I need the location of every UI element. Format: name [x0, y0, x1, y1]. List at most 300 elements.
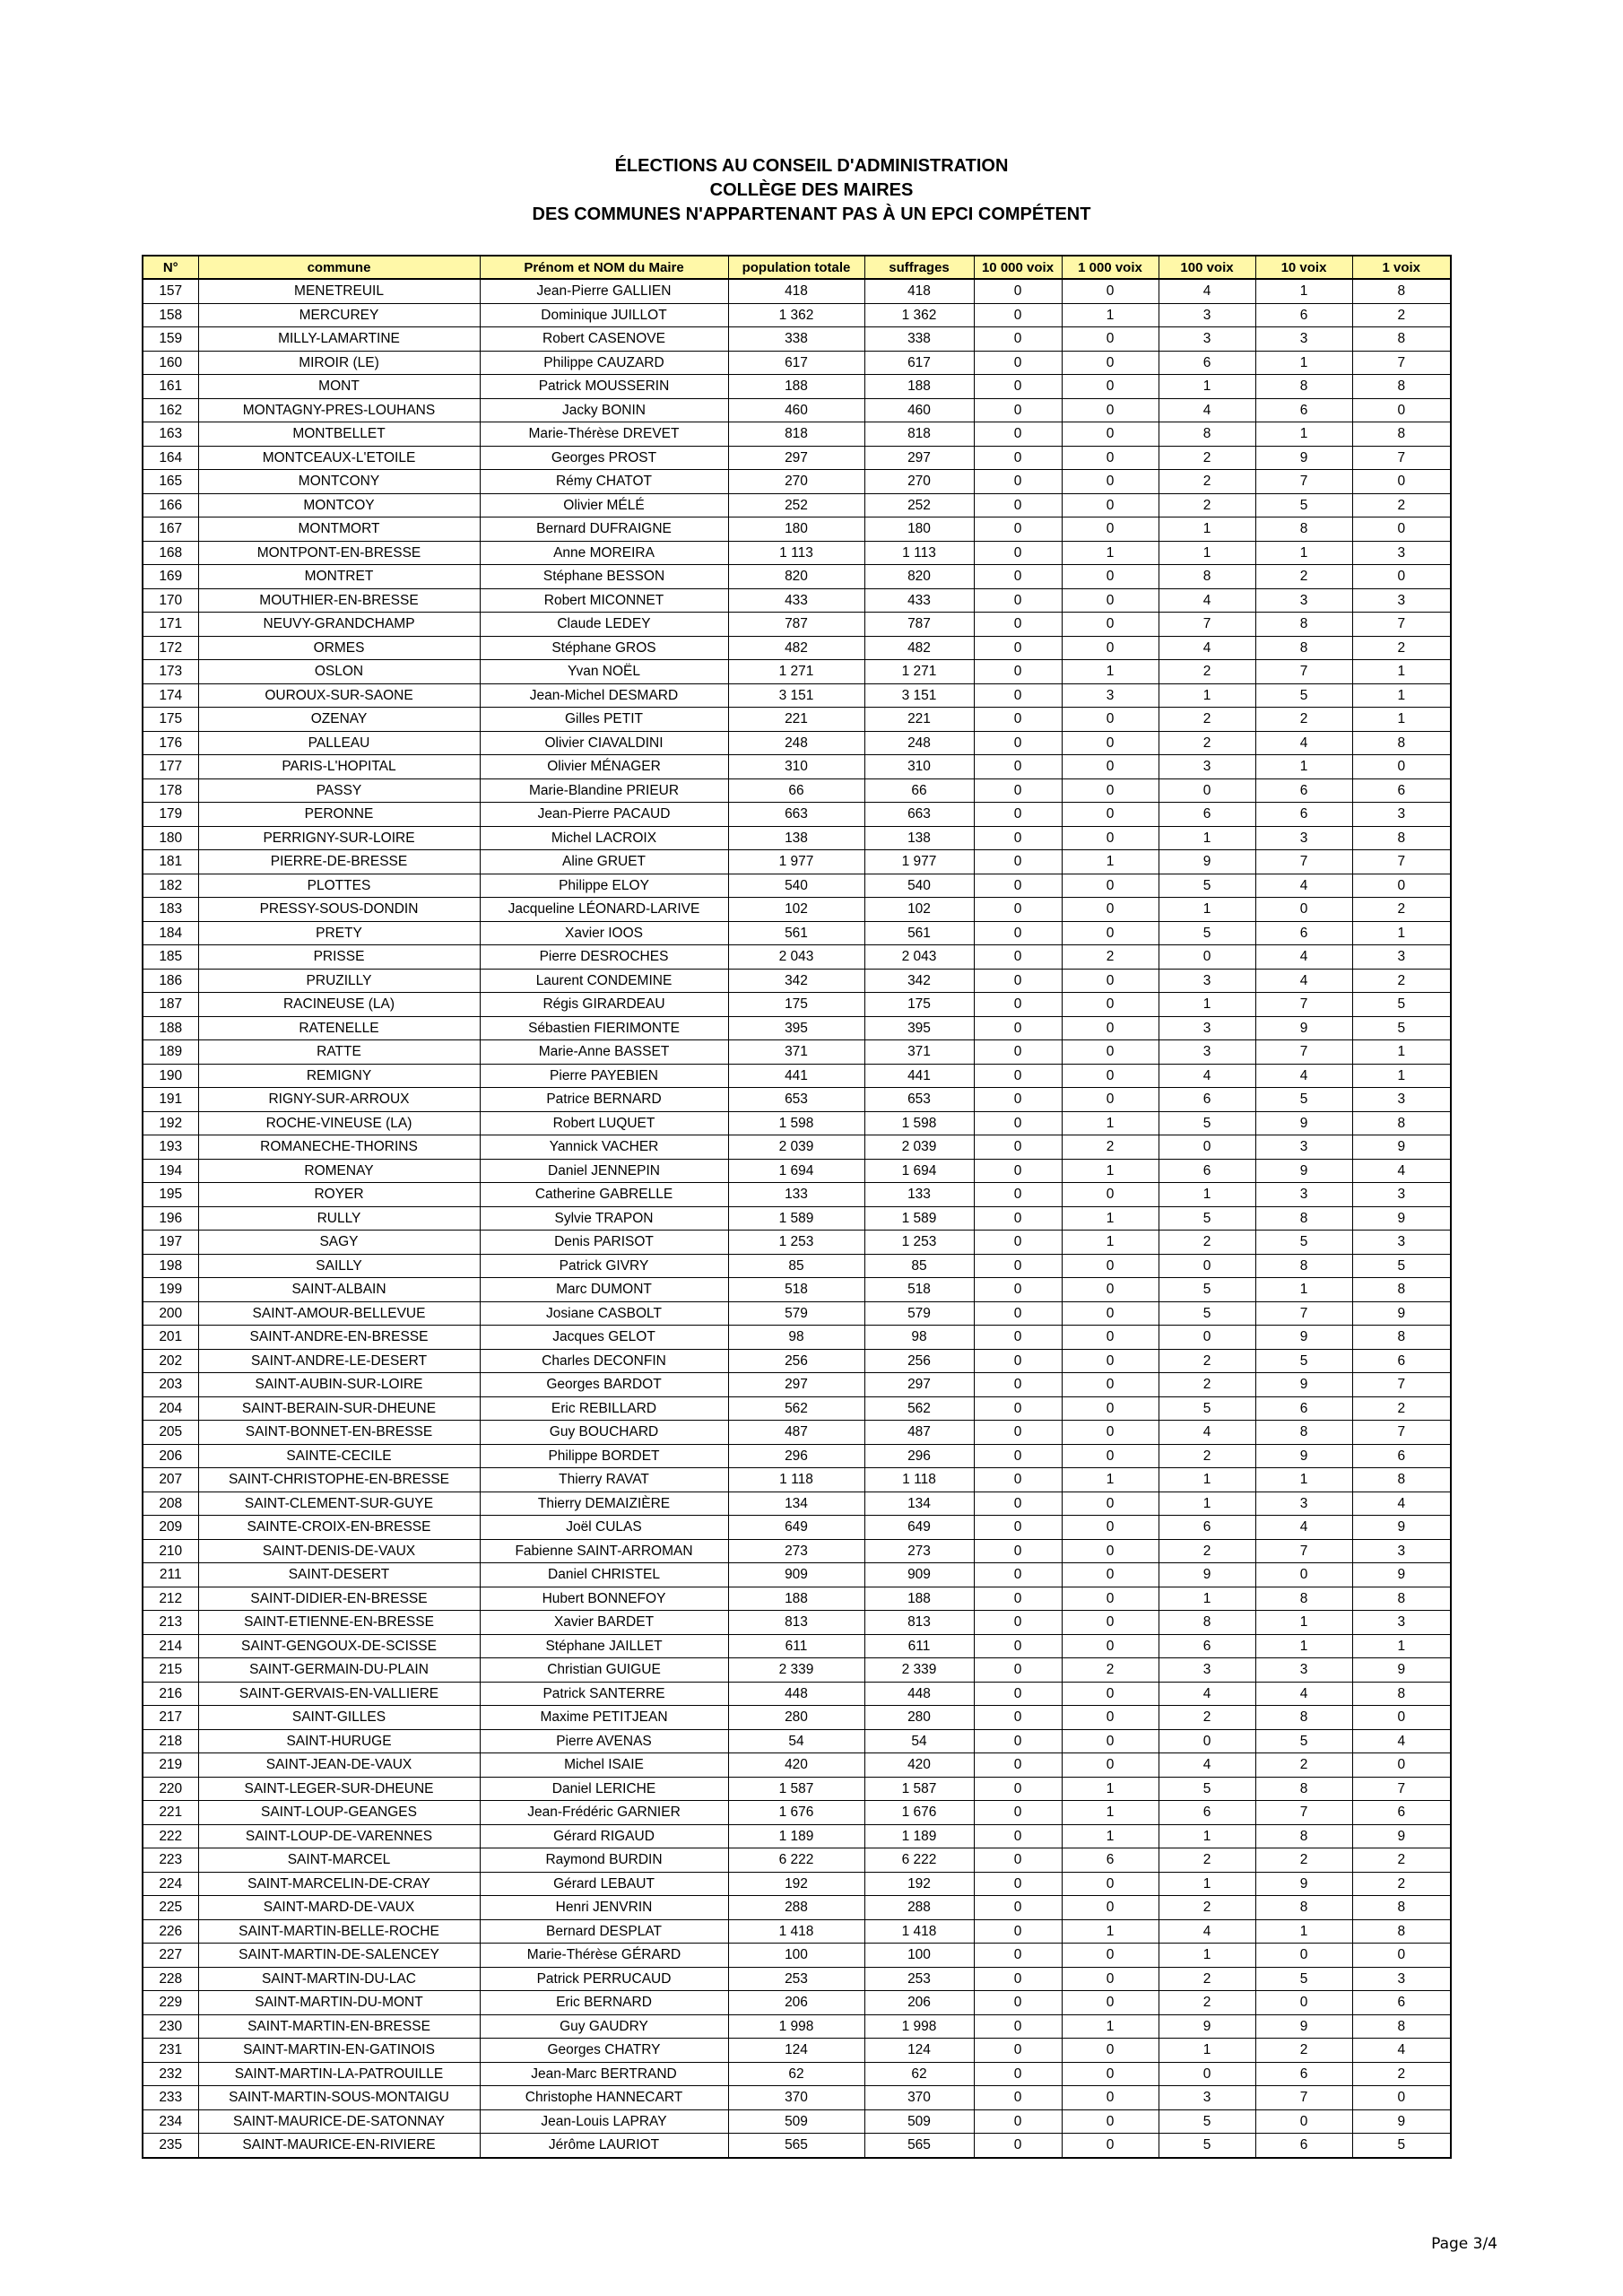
cell-suffrages: 66	[864, 778, 974, 803]
table-row	[143, 279, 1451, 303]
cell-1-voix: 8	[1352, 1278, 1451, 1302]
cell-number: 168	[143, 541, 198, 565]
cell-1000-voix: 0	[1062, 1040, 1159, 1065]
cell-1000-voix: 1	[1062, 1824, 1159, 1848]
cell-1-voix: 8	[1352, 1111, 1451, 1135]
cell-100-voix: 5	[1159, 1301, 1255, 1326]
cell-100-voix: 5	[1159, 1278, 1255, 1302]
cell-mayor: Patrice BERNARD	[480, 1088, 728, 1112]
cell-population: 1 676	[728, 1801, 864, 1825]
cell-1-voix: 8	[1352, 1326, 1451, 1350]
cell-1-voix: 2	[1352, 969, 1451, 993]
cell-1000-voix: 0	[1062, 588, 1159, 613]
cell-1000-voix: 0	[1062, 1729, 1159, 1753]
table-row	[143, 422, 1451, 447]
table-row	[143, 588, 1451, 613]
cell-mayor: Jean-Pierre PACAUD	[480, 803, 728, 827]
cell-10000-voix: 0	[974, 874, 1062, 898]
cell-1-voix: 7	[1352, 613, 1451, 637]
cell-population: 2 339	[728, 1658, 864, 1683]
col-header-population: population totale	[728, 256, 864, 279]
cell-commune: PRISSE	[198, 945, 480, 970]
cell-number: 225	[143, 1896, 198, 1920]
cell-mayor: Catherine GABRELLE	[480, 1183, 728, 1207]
cell-commune: PIERRE-DE-BRESSE	[198, 850, 480, 874]
cell-100-voix: 9	[1159, 2014, 1255, 2039]
cell-100-voix: 9	[1159, 1563, 1255, 1587]
cell-mayor: Marie-Thérèse GÉRARD	[480, 1944, 728, 1968]
col-header-number: N°	[143, 256, 198, 279]
cell-number: 180	[143, 826, 198, 850]
table-row	[143, 2134, 1451, 2158]
cell-commune: SAINT-HURUGE	[198, 1729, 480, 1753]
cell-1-voix: 0	[1352, 874, 1451, 898]
cell-number: 169	[143, 565, 198, 589]
table-row	[143, 1919, 1451, 1944]
cell-number: 202	[143, 1349, 198, 1373]
cell-commune: SAINT-DESERT	[198, 1563, 480, 1587]
cell-100-voix: 6	[1159, 1634, 1255, 1658]
cell-1000-voix: 6	[1062, 1848, 1159, 1873]
cell-mayor: Bernard DUFRAIGNE	[480, 517, 728, 542]
cell-10-voix: 1	[1255, 755, 1352, 779]
cell-10-voix: 5	[1255, 1349, 1352, 1373]
col-header-100-voix: 100 voix	[1159, 256, 1255, 279]
cell-number: 159	[143, 327, 198, 352]
cell-commune: MONT	[198, 375, 480, 399]
cell-commune: SAINT-LEGER-SUR-DHEUNE	[198, 1777, 480, 1801]
table-row	[143, 945, 1451, 970]
cell-1000-voix: 0	[1062, 565, 1159, 589]
cell-10-voix: 8	[1255, 613, 1352, 637]
cell-suffrages: 3 151	[864, 683, 974, 708]
cell-commune: MONTCOY	[198, 493, 480, 517]
cell-10000-voix: 0	[974, 470, 1062, 494]
table-row	[143, 1658, 1451, 1683]
cell-1000-voix: 0	[1062, 708, 1159, 732]
cell-1000-voix: 0	[1062, 2109, 1159, 2134]
cell-10000-voix: 0	[974, 588, 1062, 613]
cell-1-voix: 3	[1352, 541, 1451, 565]
cell-1-voix: 1	[1352, 1064, 1451, 1088]
cell-mayor: Robert LUQUET	[480, 1111, 728, 1135]
cell-1000-voix: 0	[1062, 422, 1159, 447]
cell-commune: SAILLY	[198, 1254, 480, 1278]
cell-suffrages: 338	[864, 327, 974, 352]
cell-number: 185	[143, 945, 198, 970]
cell-population: 3 151	[728, 683, 864, 708]
cell-commune: PERRIGNY-SUR-LOIRE	[198, 826, 480, 850]
cell-population: 813	[728, 1611, 864, 1635]
cell-10-voix: 0	[1255, 1563, 1352, 1587]
cell-number: 173	[143, 660, 198, 684]
cell-1-voix: 5	[1352, 993, 1451, 1017]
cell-1000-voix: 3	[1062, 683, 1159, 708]
cell-100-voix: 3	[1159, 1040, 1255, 1065]
cell-population: 188	[728, 375, 864, 399]
cell-number: 165	[143, 470, 198, 494]
cell-population: 2 043	[728, 945, 864, 970]
table-row	[143, 565, 1451, 589]
cell-10000-voix: 0	[974, 1444, 1062, 1468]
cell-100-voix: 6	[1159, 1801, 1255, 1825]
cell-10-voix: 7	[1255, 1301, 1352, 1326]
table-row	[143, 1991, 1451, 2015]
cell-number: 189	[143, 1040, 198, 1065]
cell-1-voix: 6	[1352, 1349, 1451, 1373]
cell-1-voix: 1	[1352, 708, 1451, 732]
cell-number: 170	[143, 588, 198, 613]
table-row	[143, 803, 1451, 827]
table-row	[143, 541, 1451, 565]
cell-100-voix: 0	[1159, 778, 1255, 803]
cell-mayor: Robert MICONNET	[480, 588, 728, 613]
cell-10000-voix: 0	[974, 731, 1062, 755]
cell-10000-voix: 0	[974, 1611, 1062, 1635]
cell-suffrages: 1 977	[864, 850, 974, 874]
cell-10000-voix: 0	[974, 1801, 1062, 1825]
cell-commune: SAINT-GERVAIS-EN-VALLIERE	[198, 1682, 480, 1706]
table-row	[143, 755, 1451, 779]
cell-commune: SAINT-MARCELIN-DE-CRAY	[198, 1872, 480, 1896]
cell-100-voix: 6	[1159, 803, 1255, 827]
cell-1-voix: 2	[1352, 2062, 1451, 2086]
cell-10-voix: 5	[1255, 493, 1352, 517]
cell-number: 184	[143, 921, 198, 945]
cell-10-voix: 9	[1255, 446, 1352, 470]
cell-1-voix: 8	[1352, 1682, 1451, 1706]
cell-1-voix: 7	[1352, 1373, 1451, 1397]
cell-1-voix: 6	[1352, 1444, 1451, 1468]
cell-population: 1 587	[728, 1777, 864, 1801]
cell-number: 183	[143, 898, 198, 922]
cell-1000-voix: 0	[1062, 1278, 1159, 1302]
table-row	[143, 1421, 1451, 1445]
cell-number: 196	[143, 1206, 198, 1231]
cell-10-voix: 8	[1255, 375, 1352, 399]
cell-1000-voix: 0	[1062, 1753, 1159, 1778]
cell-population: 482	[728, 636, 864, 660]
cell-suffrages: 611	[864, 1634, 974, 1658]
cell-population: 138	[728, 826, 864, 850]
cell-10-voix: 2	[1255, 2039, 1352, 2063]
cell-100-voix: 0	[1159, 1326, 1255, 1350]
cell-mayor: Aline GRUET	[480, 850, 728, 874]
cell-population: 1 189	[728, 1824, 864, 1848]
cell-10-voix: 8	[1255, 1587, 1352, 1611]
cell-population: 653	[728, 1088, 864, 1112]
cell-1000-voix: 0	[1062, 375, 1159, 399]
cell-1-voix: 5	[1352, 1254, 1451, 1278]
cell-suffrages: 518	[864, 1278, 974, 1302]
cell-1-voix: 4	[1352, 1492, 1451, 1516]
cell-commune: SAINT-ALBAIN	[198, 1278, 480, 1302]
cell-mayor: Maxime PETITJEAN	[480, 1706, 728, 1730]
cell-mayor: Régis GIRARDEAU	[480, 993, 728, 1017]
cell-commune: SAINT-MARD-DE-VAUX	[198, 1896, 480, 1920]
cell-10-voix: 8	[1255, 1706, 1352, 1730]
cell-mayor: Rémy CHATOT	[480, 470, 728, 494]
cell-mayor: Raymond BURDIN	[480, 1848, 728, 1873]
cell-population: 561	[728, 921, 864, 945]
cell-1000-voix: 1	[1062, 1111, 1159, 1135]
cell-10-voix: 7	[1255, 1040, 1352, 1065]
cell-10000-voix: 0	[974, 398, 1062, 422]
cell-1000-voix: 1	[1062, 541, 1159, 565]
cell-100-voix: 5	[1159, 1206, 1255, 1231]
cell-population: 175	[728, 993, 864, 1017]
cell-number: 190	[143, 1064, 198, 1088]
table-row	[143, 351, 1451, 375]
cell-commune: PRUZILLY	[198, 969, 480, 993]
cell-population: 818	[728, 422, 864, 447]
cell-100-voix: 2	[1159, 1444, 1255, 1468]
cell-1-voix: 8	[1352, 1919, 1451, 1944]
cell-1-voix: 2	[1352, 1396, 1451, 1421]
cell-suffrages: 562	[864, 1396, 974, 1421]
cell-mayor: Hubert BONNEFOY	[480, 1587, 728, 1611]
cell-number: 200	[143, 1301, 198, 1326]
cell-commune: RULLY	[198, 1206, 480, 1231]
cell-1000-voix: 0	[1062, 969, 1159, 993]
cell-suffrages: 297	[864, 1373, 974, 1397]
cell-mayor: Marc DUMONT	[480, 1278, 728, 1302]
cell-10000-voix: 0	[974, 1967, 1062, 1991]
cell-number: 214	[143, 1634, 198, 1658]
cell-100-voix: 1	[1159, 2039, 1255, 2063]
cell-1-voix: 8	[1352, 375, 1451, 399]
cell-population: 1 118	[728, 1468, 864, 1492]
cell-number: 163	[143, 422, 198, 447]
cell-10-voix: 1	[1255, 422, 1352, 447]
cell-mayor: Stéphane BESSON	[480, 565, 728, 589]
cell-population: 310	[728, 755, 864, 779]
cell-10000-voix: 0	[974, 1326, 1062, 1350]
cell-mayor: Dominique JUILLOT	[480, 303, 728, 327]
cell-1-voix: 9	[1352, 1206, 1451, 1231]
cell-1-voix: 8	[1352, 1896, 1451, 1920]
cell-suffrages: 433	[864, 588, 974, 613]
cell-1000-voix: 0	[1062, 1967, 1159, 1991]
table-row	[143, 1231, 1451, 1255]
cell-commune: SAINT-JEAN-DE-VAUX	[198, 1753, 480, 1778]
cell-1000-voix: 1	[1062, 1231, 1159, 1255]
cell-mayor: Henri JENVRIN	[480, 1896, 728, 1920]
cell-number: 221	[143, 1801, 198, 1825]
cell-population: 371	[728, 1040, 864, 1065]
cell-1-voix: 1	[1352, 660, 1451, 684]
cell-commune: RIGNY-SUR-ARROUX	[198, 1088, 480, 1112]
cell-number: 231	[143, 2039, 198, 2063]
cell-population: 565	[728, 2134, 864, 2158]
cell-100-voix: 8	[1159, 565, 1255, 589]
cell-number: 199	[143, 1278, 198, 1302]
table-row	[143, 683, 1451, 708]
cell-10-voix: 9	[1255, 1159, 1352, 1183]
cell-100-voix: 5	[1159, 1111, 1255, 1135]
table-row	[143, 1516, 1451, 1540]
cell-1-voix: 8	[1352, 731, 1451, 755]
cell-mayor: Gilles PETIT	[480, 708, 728, 732]
cell-suffrages: 370	[864, 2086, 974, 2110]
cell-commune: MONTRET	[198, 565, 480, 589]
cell-10000-voix: 0	[974, 1634, 1062, 1658]
page-number: Page 3/4	[1431, 2235, 1497, 2253]
cell-100-voix: 4	[1159, 1682, 1255, 1706]
cell-10000-voix: 0	[974, 708, 1062, 732]
cell-mayor: Gérard RIGAUD	[480, 1824, 728, 1848]
table-row	[143, 1016, 1451, 1040]
cell-commune: NEUVY-GRANDCHAMP	[198, 613, 480, 637]
cell-1000-voix: 0	[1062, 1872, 1159, 1896]
col-header-commune: commune	[198, 256, 480, 279]
cell-number: 207	[143, 1468, 198, 1492]
cell-100-voix: 1	[1159, 898, 1255, 922]
cell-1000-voix: 0	[1062, 2086, 1159, 2110]
cell-commune: SAGY	[198, 1231, 480, 1255]
cell-mayor: Jean-Michel DESMARD	[480, 683, 728, 708]
cell-population: 98	[728, 1326, 864, 1350]
cell-1000-voix: 0	[1062, 826, 1159, 850]
cell-10000-voix: 0	[974, 636, 1062, 660]
cell-1000-voix: 0	[1062, 1396, 1159, 1421]
cell-1-voix: 1	[1352, 1040, 1451, 1065]
cell-100-voix: 6	[1159, 1516, 1255, 1540]
cell-mayor: Bernard DESPLAT	[480, 1919, 728, 1944]
cell-number: 208	[143, 1492, 198, 1516]
cell-10000-voix: 0	[974, 803, 1062, 827]
cell-100-voix: 1	[1159, 1468, 1255, 1492]
cell-1-voix: 8	[1352, 826, 1451, 850]
table-row	[143, 1492, 1451, 1516]
cell-number: 219	[143, 1753, 198, 1778]
cell-suffrages: 342	[864, 969, 974, 993]
col-header-suffrages: suffrages	[864, 256, 974, 279]
cell-suffrages: 102	[864, 898, 974, 922]
cell-number: 182	[143, 874, 198, 898]
cell-100-voix: 5	[1159, 874, 1255, 898]
cell-suffrages: 188	[864, 1587, 974, 1611]
cell-10-voix: 4	[1255, 874, 1352, 898]
cell-1000-voix: 0	[1062, 1326, 1159, 1350]
cell-100-voix: 1	[1159, 1183, 1255, 1207]
table-row	[143, 2086, 1451, 2110]
cell-1-voix: 6	[1352, 1991, 1451, 2015]
cell-mayor: Patrick SANTERRE	[480, 1682, 728, 1706]
cell-number: 197	[143, 1231, 198, 1255]
cell-suffrages: 98	[864, 1326, 974, 1350]
cell-population: 460	[728, 398, 864, 422]
cell-10000-voix: 0	[974, 1396, 1062, 1421]
cell-suffrages: 133	[864, 1183, 974, 1207]
cell-suffrages: 85	[864, 1254, 974, 1278]
cell-suffrages: 1 189	[864, 1824, 974, 1848]
cell-1000-voix: 0	[1062, 898, 1159, 922]
title-line-2: COLLÈGE DES MAIRES	[709, 180, 914, 200]
cell-1-voix: 2	[1352, 493, 1451, 517]
cell-10000-voix: 0	[974, 945, 1062, 970]
table-row	[143, 2039, 1451, 2063]
cell-population: 248	[728, 731, 864, 755]
cell-mayor: Philippe BORDET	[480, 1444, 728, 1468]
cell-1-voix: 9	[1352, 1135, 1451, 1160]
cell-population: 297	[728, 446, 864, 470]
cell-number: 175	[143, 708, 198, 732]
cell-1-voix: 7	[1352, 446, 1451, 470]
cell-1-voix: 8	[1352, 1468, 1451, 1492]
cell-100-voix: 2	[1159, 1967, 1255, 1991]
cell-10000-voix: 0	[974, 1753, 1062, 1778]
cell-10000-voix: 0	[974, 1896, 1062, 1920]
table-row	[143, 470, 1451, 494]
cell-commune: SAINT-MAURICE-EN-RIVIERE	[198, 2134, 480, 2158]
cell-population: 579	[728, 1301, 864, 1326]
cell-10000-voix: 0	[974, 2134, 1062, 2158]
cell-commune: SAINT-LOUP-GEANGES	[198, 1801, 480, 1825]
cell-100-voix: 1	[1159, 517, 1255, 542]
cell-mayor: Guy GAUDRY	[480, 2014, 728, 2039]
cell-population: 297	[728, 1373, 864, 1397]
cell-mayor: Xavier IOOS	[480, 921, 728, 945]
cell-mayor: Claude LEDEY	[480, 613, 728, 637]
cell-10000-voix: 0	[974, 1135, 1062, 1160]
col-header-10-voix: 10 voix	[1255, 256, 1352, 279]
cell-mayor: Olivier CIAVALDINI	[480, 731, 728, 755]
cell-number: 157	[143, 279, 198, 303]
cell-population: 540	[728, 874, 864, 898]
cell-10000-voix: 0	[974, 1088, 1062, 1112]
cell-1000-voix: 0	[1062, 1016, 1159, 1040]
table-row	[143, 1206, 1451, 1231]
cell-mayor: Marie-Thérèse DREVET	[480, 422, 728, 447]
cell-10-voix: 8	[1255, 636, 1352, 660]
cell-1000-voix: 0	[1062, 493, 1159, 517]
cell-10000-voix: 0	[974, 1421, 1062, 1445]
cell-1-voix: 0	[1352, 1753, 1451, 1778]
cell-1-voix: 2	[1352, 303, 1451, 327]
cell-number: 218	[143, 1729, 198, 1753]
cell-commune: SAINT-GERMAIN-DU-PLAIN	[198, 1658, 480, 1683]
cell-10000-voix: 0	[974, 1254, 1062, 1278]
cell-1-voix: 7	[1352, 850, 1451, 874]
cell-10000-voix: 0	[974, 2039, 1062, 2063]
cell-number: 209	[143, 1516, 198, 1540]
cell-commune: OZENAY	[198, 708, 480, 732]
cell-100-voix: 3	[1159, 1016, 1255, 1040]
cell-number: 215	[143, 1658, 198, 1683]
cell-10000-voix: 0	[974, 826, 1062, 850]
cell-10000-voix: 0	[974, 422, 1062, 447]
cell-10000-voix: 0	[974, 1516, 1062, 1540]
cell-number: 194	[143, 1159, 198, 1183]
cell-1000-voix: 0	[1062, 1634, 1159, 1658]
cell-mayor: Eric REBILLARD	[480, 1396, 728, 1421]
cell-commune: SAINT-MARTIN-EN-BRESSE	[198, 2014, 480, 2039]
cell-1-voix: 3	[1352, 1539, 1451, 1563]
cell-suffrages: 487	[864, 1421, 974, 1445]
cell-number: 201	[143, 1326, 198, 1350]
cell-1000-voix: 1	[1062, 1919, 1159, 1944]
cell-commune: SAINT-CLEMENT-SUR-GUYE	[198, 1492, 480, 1516]
cell-100-voix: 0	[1159, 2062, 1255, 2086]
cell-suffrages: 253	[864, 1967, 974, 1991]
cell-10-voix: 6	[1255, 1396, 1352, 1421]
cell-1000-voix: 1	[1062, 2014, 1159, 2039]
cell-suffrages: 787	[864, 613, 974, 637]
cell-number: 222	[143, 1824, 198, 1848]
cell-population: 66	[728, 778, 864, 803]
cell-100-voix: 3	[1159, 2086, 1255, 2110]
